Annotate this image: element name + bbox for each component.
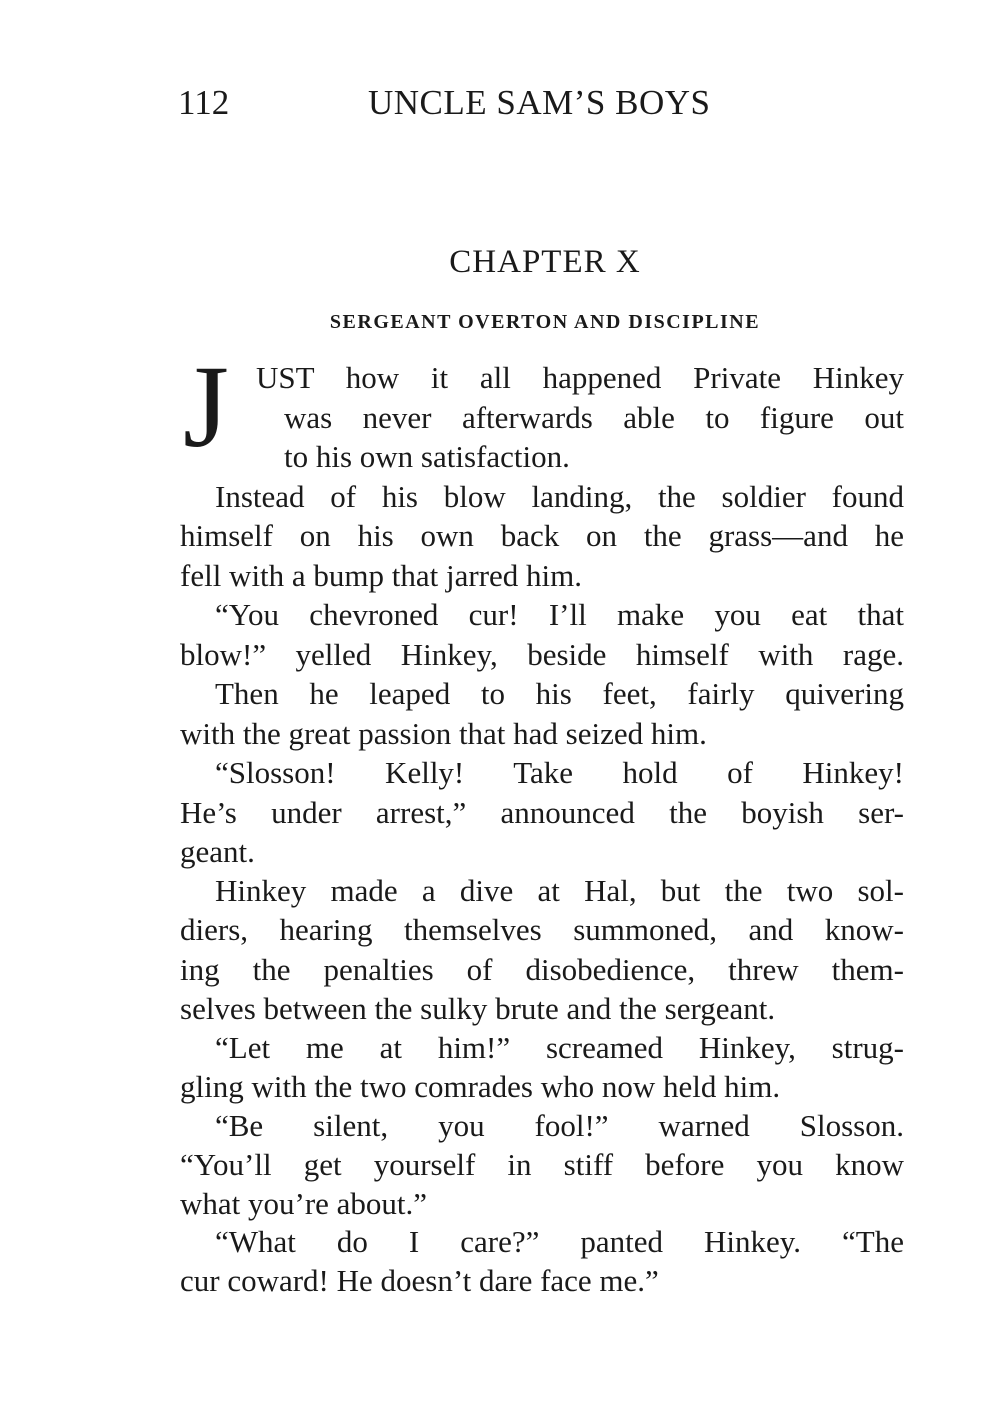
text-line: with the great passion that had seized him.: [180, 716, 707, 751]
page-number: 112: [178, 83, 230, 122]
chapter-title: CHAPTER X: [449, 244, 641, 280]
page-header: [178, 78, 908, 128]
text-line: to his own satisfaction.: [284, 439, 570, 474]
text-line: what you’re about.”: [180, 1186, 428, 1221]
text-line: Hinkey made a dive at Hal, but the two sol-: [215, 873, 904, 908]
text-line: “Be silent, you fool!” warned Slosson.: [215, 1108, 904, 1143]
drop-cap: J: [183, 341, 229, 472]
text-line: diers, hearing themselves summoned, and know-: [180, 912, 904, 947]
text-line: “Let me at him!” screamed Hinkey, strug-: [215, 1030, 904, 1065]
text-line: was never afterwards able to figure out: [284, 400, 904, 435]
text-line: ing the penalties of disobedience, threw them-: [180, 952, 904, 987]
text-line: “What do I care?” panted Hinkey. “The: [215, 1224, 904, 1259]
text-line: He’s under arrest,” announced the boyish ser-: [180, 795, 904, 830]
text-line: “Slosson! Kelly! Take hold of Hinkey!: [215, 755, 904, 790]
text-line: selves between the sulky brute and the sergeant.: [180, 991, 776, 1026]
text-line: gling with the two comrades who now held him.: [180, 1069, 781, 1104]
text-line: fell with a bump that jarred him.: [180, 558, 583, 593]
text-line: “You chevroned cur! I’ll make you eat that: [215, 597, 904, 632]
text-line: blow!” yelled Hinkey, beside himself with rage.: [180, 637, 904, 672]
text-line: Then he leaped to his feet, fairly quivering: [215, 676, 904, 711]
text-line: himself on his own back on the grass—and he: [180, 518, 904, 553]
text-line: geant.: [180, 834, 255, 869]
chapter-subtitle: SERGEANT OVERTON AND DISCIPLINE: [329, 311, 761, 333]
text-line: cur coward! He doesn’t dare face me.”: [180, 1263, 659, 1298]
text-line: Instead of his blow landing, the soldier found: [215, 479, 904, 514]
text-line: “You’ll get yourself in stiff before you know: [180, 1147, 904, 1182]
running-title: UNCLE SAM’S BOYS: [368, 83, 711, 122]
text-line: UST how it all happened Private Hinkey: [256, 360, 904, 395]
